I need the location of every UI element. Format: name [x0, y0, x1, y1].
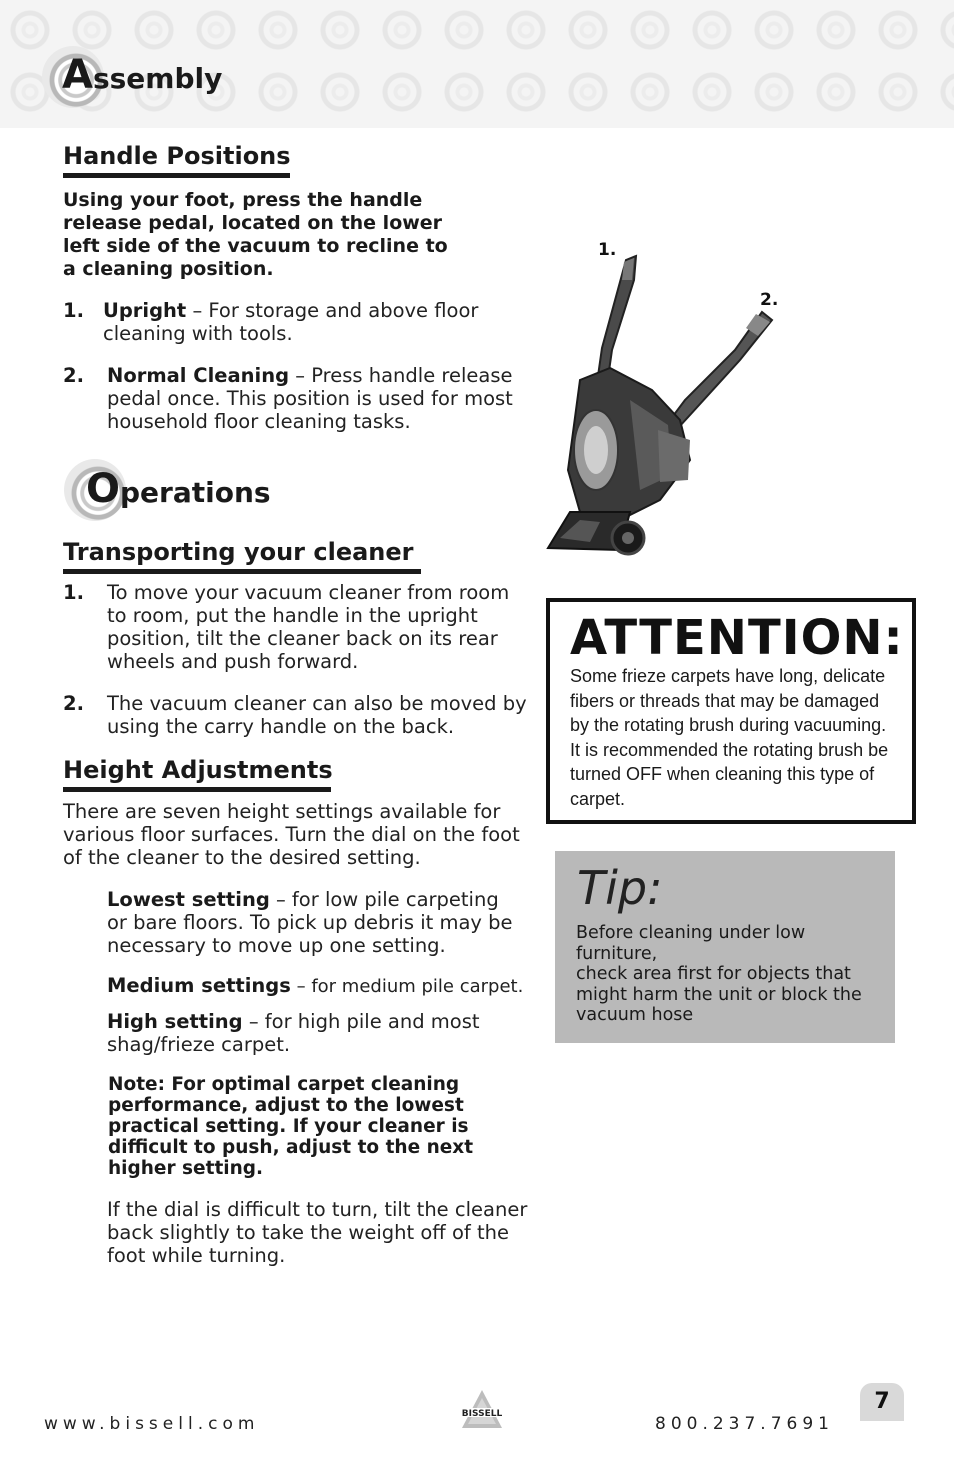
intro-line: release pedal, located on the lower: [63, 212, 443, 234]
footer-phone: 800.237.7691: [655, 1414, 834, 1434]
page-number: 7: [860, 1383, 904, 1421]
attention-line: carpet.: [570, 788, 626, 809]
figure-label-normal: 2.: [760, 290, 779, 310]
intro-line: of the cleaner to the desired setting.: [63, 846, 421, 869]
attention-box: [546, 598, 916, 824]
item-transport-1: [107, 581, 509, 673]
item-number: 1.: [63, 299, 84, 322]
item-text: – Press handle release: [289, 364, 513, 387]
title-initial: O: [86, 466, 121, 512]
tip-line: Before cleaning under low furniture,: [576, 923, 806, 964]
section-title-operations: [86, 466, 271, 512]
item-text: to room, put the handle in the upright: [107, 604, 478, 627]
note-line: higher setting.: [108, 1158, 264, 1179]
handle-intro: [63, 189, 448, 281]
svg-text:BISSELL: BISSELL: [461, 1409, 503, 1419]
setting-text: or bare floors. To pick up debris it may be: [107, 911, 513, 934]
note-line: practical setting. If your cleaner is: [108, 1116, 469, 1137]
heading-height-adjustments: Height Adjustments: [63, 756, 331, 792]
heading-transporting: Transporting your cleaner: [63, 538, 421, 574]
intro-line: left side of the vacuum to recline to: [63, 235, 448, 257]
height-intro: [63, 800, 520, 869]
intro-line: Using your foot, press the handle: [63, 189, 423, 211]
item-label: Normal Cleaning: [107, 364, 290, 387]
item-upright: [103, 299, 478, 345]
title-initial: A: [62, 52, 93, 98]
vacuum-illustration: [540, 250, 790, 560]
dial-line: back slightly to take the weight off of the: [107, 1221, 509, 1244]
note-line: performance, adjust to the lowest: [108, 1095, 464, 1116]
tip-body: [576, 923, 886, 1026]
intro-line: a cleaning position.: [63, 258, 274, 280]
footer-website: www.bissell.com: [44, 1414, 260, 1434]
note-line: difficult to push, adjust to the next: [108, 1137, 474, 1158]
title-rest: perations: [120, 476, 271, 509]
item-text: position, tilt the cleaner back on its rear: [107, 627, 498, 650]
tip-line: check area first for objects that: [576, 964, 851, 984]
item-text: cleaning with tools.: [103, 322, 293, 345]
intro-line: There are seven height settings available for: [63, 800, 501, 823]
setting-high: [107, 1010, 480, 1056]
setting-text: – for high pile and most: [242, 1010, 480, 1033]
item-number: 1.: [63, 581, 84, 604]
item-text: wheels and push forward.: [107, 650, 359, 673]
tip-title: Tip:: [577, 861, 663, 915]
attention-line: It is recommended the rotating brush be: [570, 739, 889, 760]
item-text: – For storage and above floor: [186, 299, 479, 322]
setting-label: Medium settings: [107, 974, 291, 997]
tip-line: vacuum hose: [576, 1005, 694, 1025]
item-normal-cleaning: [107, 364, 513, 433]
setting-text: necessary to move up one setting.: [107, 934, 446, 957]
setting-text: shag/frieze carpet.: [107, 1033, 291, 1056]
setting-medium: [107, 974, 523, 998]
item-number: 2.: [63, 692, 84, 715]
height-note: [108, 1074, 473, 1179]
item-transport-2: [107, 692, 527, 738]
dial-tip: [107, 1198, 527, 1267]
note-line: Note: For optimal carpet cleaning: [108, 1074, 460, 1095]
bissell-logo: [448, 1388, 516, 1434]
attention-line: Some frieze carpets have long, delicate: [570, 666, 886, 686]
item-text: household floor cleaning tasks.: [107, 410, 411, 433]
setting-lowest: [107, 888, 513, 957]
attention-line: fibers or threads that may be damaged: [570, 690, 880, 711]
item-text: pedal once. This position is used for most: [107, 387, 513, 410]
attention-line: turned OFF when cleaning this type of: [570, 764, 875, 784]
setting-text: – for low pile carpeting: [269, 888, 499, 911]
item-text: using the carry handle on the back.: [107, 715, 455, 738]
dial-line: foot while turning.: [107, 1244, 286, 1267]
title-rest: ssembly: [92, 62, 223, 95]
figure-label-upright: 1.: [598, 240, 617, 260]
attention-line: by the rotating brush during vacuuming.: [570, 715, 887, 735]
item-text: The vacuum cleaner can also be moved by: [107, 692, 527, 715]
tip-box: [555, 851, 895, 1043]
item-label: Upright: [103, 299, 187, 322]
setting-label: Lowest setting: [107, 888, 270, 911]
item-number: 2.: [63, 364, 84, 387]
section-title-assembly: [62, 52, 222, 98]
dial-line: If the dial is difficult to turn, tilt the cleaner: [107, 1198, 528, 1221]
item-text: To move your vacuum cleaner from room: [107, 581, 510, 604]
attention-title: ATTENTION:: [570, 610, 904, 666]
setting-text: – for medium pile carpet.: [290, 976, 524, 997]
tip-line: might harm the unit or block the: [576, 984, 862, 1005]
intro-line: various floor surfaces. Turn the dial on the foot: [63, 823, 520, 846]
setting-label: High setting: [107, 1010, 243, 1033]
heading-handle-positions: Handle Positions: [63, 142, 290, 178]
attention-body: [570, 664, 900, 811]
